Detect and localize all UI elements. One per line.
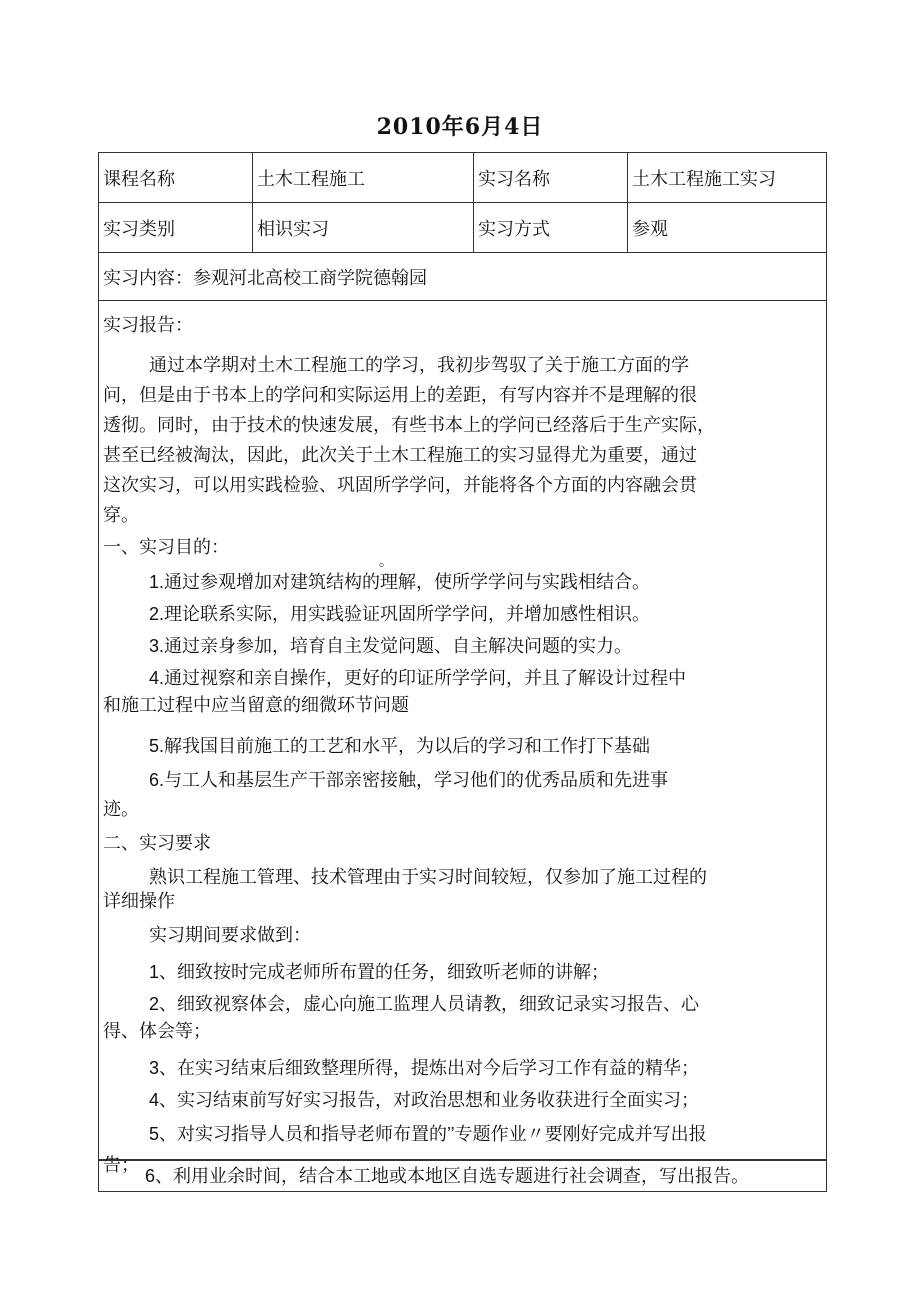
goals-heading: 一、实习目的：	[103, 537, 229, 558]
report-paragraph-line: 问，但是由于书本上的学问和实际运用上的差距，有写内容并不是理解的很	[103, 385, 697, 406]
internship-name-value: 土木工程施工实习	[632, 168, 776, 190]
report-date: 2010年6月4日	[376, 114, 544, 140]
course-name-label: 课程名称	[99, 153, 253, 202]
goal-item: 6.与工人和基层生产干部亲密接触，学习他们的优秀品质和先进事	[149, 770, 669, 790]
internship-type-label: 实习类别	[99, 203, 253, 252]
report-paragraph-line: 透彻。同时，由于技术的快速发展，有些书本上的学问已经落后于生产实际，	[103, 415, 715, 436]
goal-item: 迹。	[103, 799, 139, 820]
internship-type-value: 相识实习	[253, 203, 474, 252]
requirements-heading: 二、实习要求	[103, 833, 211, 854]
requirement-item: 5、对实习指导人员和指导老师布置的’’专题作业〃要刚好完成并写出报	[149, 1124, 707, 1144]
internship-name-label: 实习名称	[474, 153, 628, 202]
requirement-item-last: 6、利用业余时间，结合本工地或本地区自选专题进行社会调查，写出报告。	[98, 1160, 827, 1192]
requirement-item: 2、细致视察体会，虚心向施工监理人员请教，细致记录实习报告、心	[149, 994, 700, 1014]
report-paragraph-line: 这次实习，可以用实践检验、巩固所学学问，并能将各个方面的内容融会贯	[103, 475, 697, 496]
report-paragraph-line: 通过本学期对土木工程施工的学习，我初步驾驭了关于施工方面的学	[149, 355, 689, 376]
goal-item: 1.通过参观增加对建筑结构的理解，使所学学问与实践相结合。	[149, 572, 651, 592]
table-row-content	[99, 253, 826, 301]
course-name-value: 土木工程施工	[253, 153, 474, 202]
table-row-type	[99, 203, 826, 253]
requirement-item: 告；	[103, 1155, 139, 1176]
internship-content: 实习内容：参观河北高校工商学院德翰园	[103, 267, 427, 289]
report-paragraph-line: 穿。	[103, 505, 139, 526]
goal-item: 5.解我国目前施工的工艺和水平，为以后的学习和工作打下基础	[149, 736, 651, 756]
requirement-item: 得、体会等；	[103, 1021, 211, 1042]
requirements-paragraph-line: 详细操作	[103, 891, 175, 912]
requirements-subheading: 实习期间要求做到：	[149, 925, 311, 946]
requirement-item: 1、细致按时完成老师所布置的任务，细致听老师的讲解；	[149, 962, 610, 982]
goal-item: 3.通过亲身参加，培育自主发觉问题、自主解决问题的实力。	[149, 636, 633, 656]
report-paragraph-line: 甚至已经被淘汰，因此，此次关于土木工程施工的实习显得尤为重要，通过	[103, 445, 697, 466]
internship-method-label: 实习方式	[474, 203, 628, 252]
stray-period: 。	[379, 554, 393, 570]
goal-item: 2.理论联系实际，用实践验证巩固所学学问，并增加感性相识。	[149, 604, 651, 624]
table-row-course	[99, 153, 826, 203]
requirements-paragraph-line: 熟识工程施工管理、技术管理由于实习时间较短，仅参加了施工过程的	[149, 867, 707, 888]
requirement-item: 4、实习结束前写好实习报告，对政治思想和业务收获进行全面实习；	[149, 1090, 700, 1110]
requirement-item: 3、在实习结束后细致整理所得，提炼出对今后学习工作有益的精华；	[149, 1058, 700, 1078]
goal-item: 4.通过视察和亲自操作，更好的印证所学学问，并且了解设计过程中	[149, 668, 687, 688]
internship-method-value: 参观	[632, 218, 668, 240]
report-heading: 实习报告：	[103, 315, 193, 336]
goal-item: 和施工过程中应当留意的细微环节问题	[103, 695, 409, 716]
